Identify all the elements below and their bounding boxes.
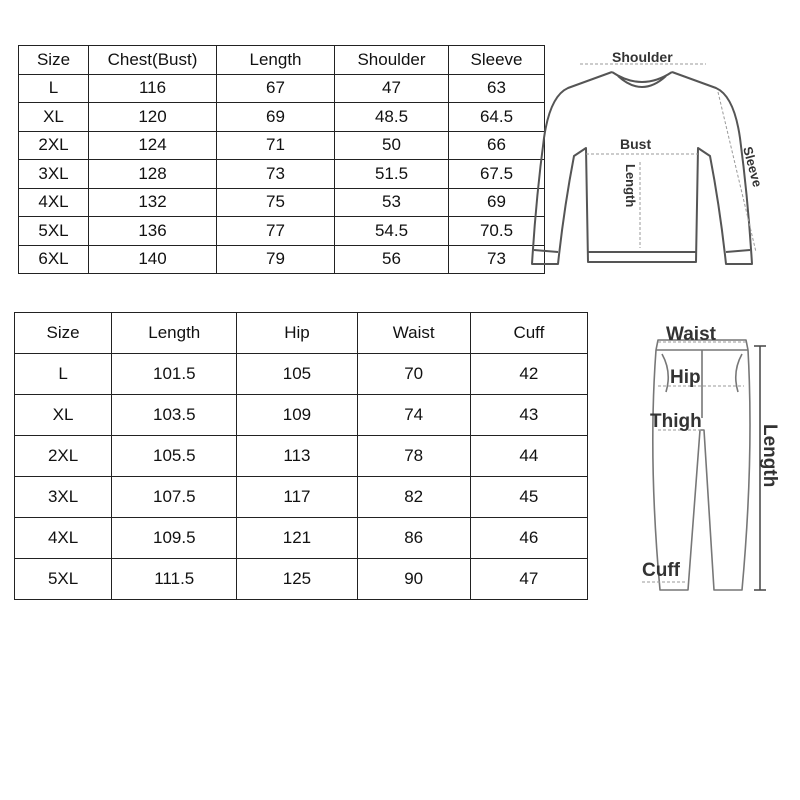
table-row <box>15 436 588 477</box>
table-cell: 128 <box>89 160 217 189</box>
table-cell: 109.5 <box>112 518 237 559</box>
table-row <box>15 518 588 559</box>
size-cell: 5XL <box>19 217 89 246</box>
table-row <box>19 188 545 217</box>
table-cell: 82 <box>357 477 470 518</box>
sleeve-label: Sleeve <box>740 144 766 189</box>
table-cell: 56 <box>335 245 449 274</box>
top-size-table <box>18 45 545 274</box>
table-cell: 54.5 <box>335 217 449 246</box>
table-row <box>19 245 545 274</box>
table-cell: 67 <box>217 74 335 103</box>
table-cell: 113 <box>237 436 357 477</box>
length-label: Length <box>759 424 780 488</box>
table-row <box>15 395 588 436</box>
table-cell: 136 <box>89 217 217 246</box>
table-cell: 90 <box>357 559 470 600</box>
column-header: Shoulder <box>335 46 449 75</box>
size-cell: 4XL <box>15 518 112 559</box>
table-cell: 44 <box>470 436 587 477</box>
table-cell: 69 <box>449 188 545 217</box>
table-cell: 86 <box>357 518 470 559</box>
pants-measurement-diagram <box>628 318 800 600</box>
table-row <box>15 477 588 518</box>
table-cell: 46 <box>470 518 587 559</box>
shoulder-label: Shoulder <box>612 49 673 65</box>
size-cell: 3XL <box>15 477 112 518</box>
table-row <box>19 74 545 103</box>
table-cell: 103.5 <box>112 395 237 436</box>
top-size-table-body <box>19 46 545 274</box>
table-cell: 75 <box>217 188 335 217</box>
column-header: Sleeve <box>449 46 545 75</box>
size-cell: 6XL <box>19 245 89 274</box>
table-row <box>19 160 545 189</box>
size-cell: XL <box>19 103 89 132</box>
size-cell: 4XL <box>19 188 89 217</box>
table-cell: 120 <box>89 103 217 132</box>
size-cell: 3XL <box>19 160 89 189</box>
shirt-measurement-diagram <box>528 38 800 278</box>
table-cell: 70 <box>357 354 470 395</box>
shirt-cuff-right <box>726 250 750 252</box>
table-cell: 48.5 <box>335 103 449 132</box>
table-cell: 116 <box>89 74 217 103</box>
column-header: Length <box>217 46 335 75</box>
table-row <box>15 354 588 395</box>
column-header: Hip <box>237 313 357 354</box>
bottom-size-table-body <box>15 313 588 600</box>
column-header: Chest(Bust) <box>89 46 217 75</box>
table-cell: 71 <box>217 131 335 160</box>
table-cell: 124 <box>89 131 217 160</box>
size-cell: XL <box>15 395 112 436</box>
column-header: Length <box>112 313 237 354</box>
cuff-label: Cuff <box>642 560 680 581</box>
table-cell: 51.5 <box>335 160 449 189</box>
column-header: Cuff <box>470 313 587 354</box>
table-cell: 74 <box>357 395 470 436</box>
table-cell: 140 <box>89 245 217 274</box>
table-cell: 121 <box>237 518 357 559</box>
column-header: Size <box>19 46 89 75</box>
table-header-row <box>15 313 588 354</box>
table-cell: 70.5 <box>449 217 545 246</box>
table-cell: 66 <box>449 131 545 160</box>
table-row <box>15 559 588 600</box>
table-cell: 69 <box>217 103 335 132</box>
table-cell: 77 <box>217 217 335 246</box>
table-cell: 73 <box>217 160 335 189</box>
table-cell: 107.5 <box>112 477 237 518</box>
table-cell: 109 <box>237 395 357 436</box>
column-header: Size <box>15 313 112 354</box>
table-cell: 125 <box>237 559 357 600</box>
size-cell: 5XL <box>15 559 112 600</box>
table-cell: 63 <box>449 74 545 103</box>
column-header: Waist <box>357 313 470 354</box>
bottom-size-table <box>14 312 588 600</box>
table-cell: 105.5 <box>112 436 237 477</box>
table-cell: 47 <box>335 74 449 103</box>
table-cell: 67.5 <box>449 160 545 189</box>
bust-label: Bust <box>620 136 652 152</box>
table-cell: 64.5 <box>449 103 545 132</box>
table-cell: 50 <box>335 131 449 160</box>
table-cell: 79 <box>217 245 335 274</box>
size-cell: L <box>15 354 112 395</box>
table-cell: 53 <box>335 188 449 217</box>
table-header-row <box>19 46 545 75</box>
table-cell: 132 <box>89 188 217 217</box>
table-row <box>19 217 545 246</box>
table-cell: 101.5 <box>112 354 237 395</box>
table-row <box>19 103 545 132</box>
table-cell: 117 <box>237 477 357 518</box>
waist-label: Waist <box>666 324 716 345</box>
table-cell: 45 <box>470 477 587 518</box>
size-cell: 2XL <box>19 131 89 160</box>
size-cell: 2XL <box>15 436 112 477</box>
shirt-outline <box>532 72 752 264</box>
table-cell: 43 <box>470 395 587 436</box>
length-label: Length <box>623 164 638 208</box>
table-cell: 78 <box>357 436 470 477</box>
hip-label: Hip <box>670 367 701 388</box>
table-cell: 42 <box>470 354 587 395</box>
shirt-collar <box>612 72 672 87</box>
table-cell: 105 <box>237 354 357 395</box>
thigh-label: Thigh <box>650 411 702 432</box>
table-cell: 73 <box>449 245 545 274</box>
table-row <box>19 131 545 160</box>
table-cell: 111.5 <box>112 559 237 600</box>
shirt-cuff-left <box>534 250 558 252</box>
size-cell: L <box>19 74 89 103</box>
table-cell: 47 <box>470 559 587 600</box>
